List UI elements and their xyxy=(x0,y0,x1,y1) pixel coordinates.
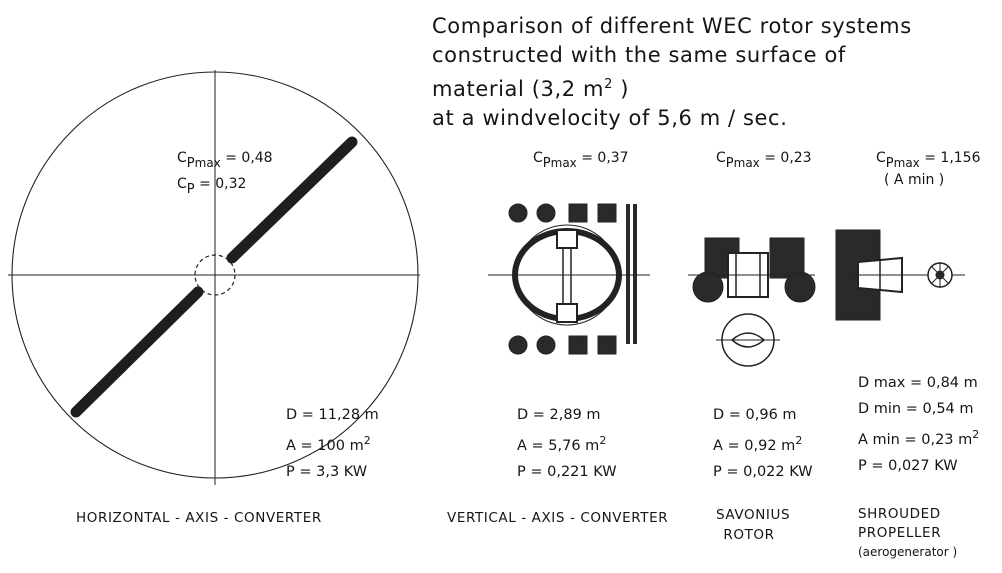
vertical-diameter: D = 2,89 m xyxy=(517,407,601,423)
savonius-specs xyxy=(713,402,813,485)
vertical-specs xyxy=(517,402,617,485)
horizontal-diameter: D = 11,28 m xyxy=(286,407,379,423)
shrouded-dmax: D max = 0,84 m xyxy=(858,375,978,391)
savonius-diameter: D = 0,96 m xyxy=(713,407,797,423)
shrouded-specs xyxy=(858,370,979,479)
title-line-2: constructed with the same surface of xyxy=(432,43,846,67)
shrouded-caption: SHROUDED PROPELLER (aerogenerator ) xyxy=(858,506,958,559)
horizontal-caption: HORIZONTAL - AXIS - CONVERTER xyxy=(76,510,322,526)
shrouded-cp-max: $C_{Pmax} = 1,156$ xyxy=(876,150,981,171)
shrouded-cp-note: ( A min ) xyxy=(884,172,945,188)
vertical-axis-rotor-drawing xyxy=(488,204,650,354)
savonius-cp-max: $C_{Pmax} = 0,23$ xyxy=(716,150,812,171)
shrouded-dmin: D min = 0,54 m xyxy=(858,401,974,417)
title-line-1: Comparison of different WEC rotor systems xyxy=(432,14,912,38)
savonius-rotor-drawing xyxy=(688,238,815,366)
vertical-power: P = 0,221 KW xyxy=(517,463,617,480)
horizontal-power: P = 3,3 KW xyxy=(286,463,368,480)
title-line-4: at a windvelocity of 5,6 m / sec. xyxy=(432,106,788,130)
savonius-area: A = 0,92 $m^2$ xyxy=(713,434,803,454)
horizontal-cp: $C_P = 0,32$ xyxy=(177,176,247,197)
shrouded-propeller-drawing xyxy=(836,230,965,320)
horizontal-specs xyxy=(286,402,379,485)
savonius-power: P = 0,022 KW xyxy=(713,463,813,480)
horizontal-area: A = 100 $m^2$ xyxy=(286,434,371,454)
blade-lower xyxy=(76,292,198,412)
vertical-area: A = 5,76 $m^2$ xyxy=(517,434,607,454)
shrouded-power: P = 0,027 KW xyxy=(858,457,958,474)
shrouded-amin: A min = 0,23 $m^2$ xyxy=(858,428,980,448)
title-line-3: material (3,2 $m^2$ ) xyxy=(432,77,630,101)
horizontal-cp-max: $C_{Pmax} = 0,48$ xyxy=(177,150,273,171)
savonius-caption: SAVONIUS ROTOR xyxy=(716,507,791,543)
vertical-cp-max: $C_{Pmax} = 0,37$ xyxy=(533,150,629,171)
vertical-caption: VERTICAL - AXIS - CONVERTER xyxy=(447,510,669,526)
